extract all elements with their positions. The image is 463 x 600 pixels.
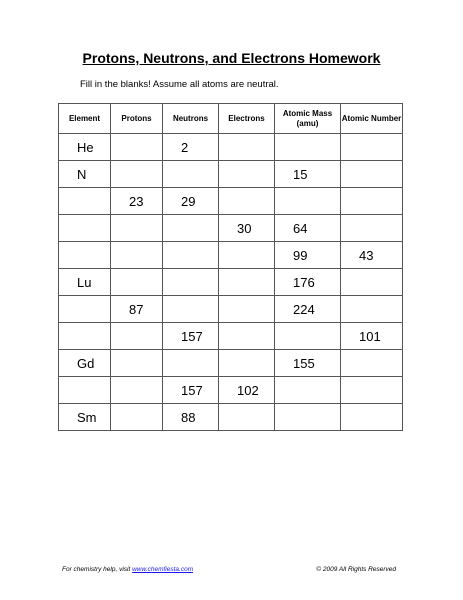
cell-electrons[interactable]	[219, 161, 275, 188]
cell-value: 224	[293, 301, 315, 317]
table-row	[59, 161, 403, 188]
cell-electrons[interactable]	[219, 242, 275, 269]
cell-electrons[interactable]	[219, 296, 275, 323]
cell-atomic-mass[interactable]	[275, 161, 341, 188]
table-row	[59, 215, 403, 242]
cell-element[interactable]	[59, 296, 111, 323]
cell-protons[interactable]	[111, 350, 163, 377]
cell-protons[interactable]	[111, 323, 163, 350]
cell-value: 23	[129, 193, 144, 209]
table-header-row	[59, 104, 403, 134]
column-header-atomic-mass: Atomic Mass (amu)	[275, 104, 341, 134]
column-header-element: Element	[59, 104, 111, 134]
cell-neutrons[interactable]	[163, 134, 219, 161]
cell-protons[interactable]	[111, 377, 163, 404]
cell-electrons[interactable]	[219, 269, 275, 296]
cell-protons[interactable]	[111, 161, 163, 188]
worksheet-table	[58, 103, 403, 431]
cell-protons[interactable]	[111, 188, 163, 215]
cell-value: Gd	[77, 355, 95, 371]
cell-neutrons[interactable]	[163, 215, 219, 242]
cell-atomic-number[interactable]	[341, 188, 403, 215]
cell-protons[interactable]	[111, 242, 163, 269]
cell-atomic-number[interactable]	[341, 215, 403, 242]
cell-protons[interactable]	[111, 404, 163, 431]
cell-value: 64	[293, 220, 308, 236]
table-row	[59, 242, 403, 269]
cell-protons[interactable]	[111, 296, 163, 323]
cell-element[interactable]	[59, 188, 111, 215]
cell-value: 99	[293, 247, 308, 263]
footer-help-text: For chemistry help, visit	[62, 566, 133, 573]
cell-atomic-number[interactable]	[341, 242, 403, 269]
cell-value: 2	[181, 139, 189, 155]
table-row	[59, 323, 403, 350]
cell-value: 87	[129, 301, 144, 317]
cell-electrons[interactable]	[219, 404, 275, 431]
cell-atomic-mass[interactable]	[275, 350, 341, 377]
instructions-text: Fill in the blanks! Assume all atoms are neutral.	[80, 79, 279, 90]
cell-electrons[interactable]	[219, 350, 275, 377]
cell-neutrons[interactable]	[163, 323, 219, 350]
cell-element[interactable]	[59, 215, 111, 242]
footer-copyright: © 2009 All Rights Reserved	[316, 566, 396, 573]
cell-atomic-mass[interactable]	[275, 134, 341, 161]
cell-value: 15	[293, 166, 308, 182]
cell-value: 176	[293, 274, 315, 290]
cell-atomic-number[interactable]	[341, 350, 403, 377]
cell-value: 157	[181, 328, 203, 344]
cell-value: Lu	[77, 274, 92, 290]
cell-atomic-number[interactable]	[341, 161, 403, 188]
table-row	[59, 296, 403, 323]
cell-atomic-mass[interactable]	[275, 188, 341, 215]
cell-atomic-mass[interactable]	[275, 269, 341, 296]
cell-atomic-number[interactable]	[341, 134, 403, 161]
cell-atomic-mass[interactable]	[275, 323, 341, 350]
cell-protons[interactable]	[111, 215, 163, 242]
cell-electrons[interactable]	[219, 134, 275, 161]
cell-value: 157	[181, 382, 203, 398]
column-header-neutrons: Neutrons	[163, 104, 219, 134]
cell-atomic-mass[interactable]	[275, 404, 341, 431]
cell-neutrons[interactable]	[163, 350, 219, 377]
column-header-protons: Protons	[111, 104, 163, 134]
cell-value: 88	[181, 409, 196, 425]
cell-atomic-number[interactable]	[341, 323, 403, 350]
table-body	[59, 134, 403, 431]
cell-atomic-mass[interactable]	[275, 296, 341, 323]
cell-value: 102	[237, 382, 259, 398]
footer-help	[62, 566, 193, 573]
cell-neutrons[interactable]	[163, 242, 219, 269]
table-row	[59, 269, 403, 296]
page-title: Protons, Neutrons, and Electrons Homework	[82, 50, 381, 66]
table-row	[59, 134, 403, 161]
table-row	[59, 377, 403, 404]
cell-atomic-mass[interactable]	[275, 215, 341, 242]
cell-element[interactable]	[59, 161, 111, 188]
cell-atomic-number[interactable]	[341, 377, 403, 404]
table-row	[59, 188, 403, 215]
footer-link[interactable]: www.chemfiesta.com	[132, 566, 194, 573]
cell-element[interactable]	[59, 269, 111, 296]
cell-neutrons[interactable]	[163, 377, 219, 404]
cell-electrons[interactable]	[219, 215, 275, 242]
cell-atomic-mass[interactable]	[275, 242, 341, 269]
cell-element[interactable]	[59, 242, 111, 269]
cell-element[interactable]	[59, 377, 111, 404]
cell-electrons[interactable]	[219, 188, 275, 215]
cell-atomic-number[interactable]	[341, 404, 403, 431]
cell-neutrons[interactable]	[163, 269, 219, 296]
cell-value: N	[77, 166, 87, 182]
column-header-electrons: Electrons	[219, 104, 275, 134]
table-row	[59, 404, 403, 431]
cell-value: 30	[237, 220, 252, 236]
cell-element[interactable]	[59, 350, 111, 377]
cell-neutrons[interactable]	[163, 404, 219, 431]
cell-electrons[interactable]	[219, 377, 275, 404]
cell-neutrons[interactable]	[163, 161, 219, 188]
cell-protons[interactable]	[111, 269, 163, 296]
cell-value: Sm	[77, 409, 97, 425]
cell-atomic-mass[interactable]	[275, 377, 341, 404]
cell-atomic-number[interactable]	[341, 269, 403, 296]
table-row	[59, 350, 403, 377]
cell-value: He	[77, 139, 94, 155]
cell-neutrons[interactable]	[163, 188, 219, 215]
cell-value: 29	[181, 193, 196, 209]
cell-element[interactable]	[59, 134, 111, 161]
cell-protons[interactable]	[111, 134, 163, 161]
cell-neutrons[interactable]	[163, 296, 219, 323]
cell-element[interactable]	[59, 404, 111, 431]
cell-electrons[interactable]	[219, 323, 275, 350]
cell-atomic-number[interactable]	[341, 296, 403, 323]
column-header-atomic-number: Atomic Number	[341, 104, 403, 134]
cell-value: 43	[359, 247, 374, 263]
cell-element[interactable]	[59, 323, 111, 350]
cell-value: 101	[359, 328, 381, 344]
cell-value: 155	[293, 355, 315, 371]
